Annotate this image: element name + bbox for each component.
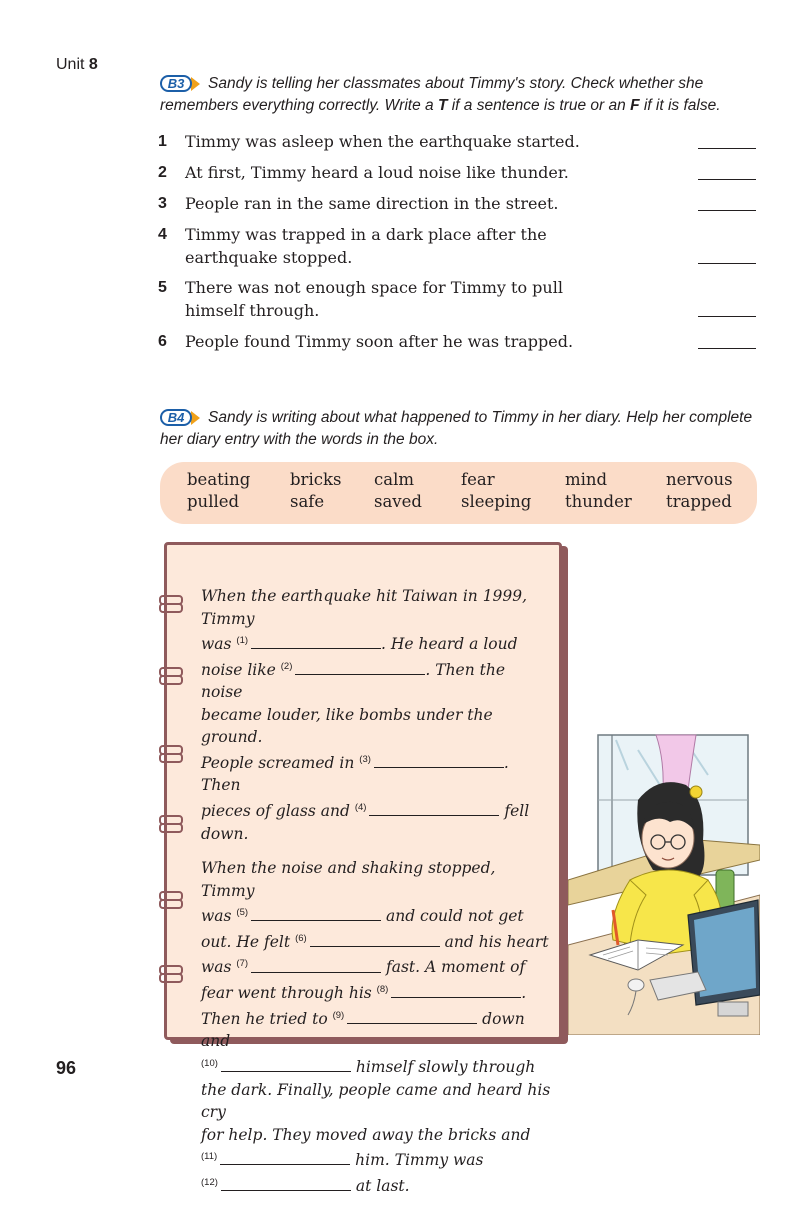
diary-blank-2[interactable] — [295, 660, 425, 675]
diary-blank-10[interactable] — [221, 1057, 351, 1072]
diary-line: fell — [504, 802, 530, 821]
word-option: sleeping — [461, 492, 532, 511]
question-number: 1 — [158, 133, 167, 150]
diary-line: out. He felt — [201, 932, 291, 951]
question-number: 6 — [158, 333, 167, 350]
diary-line: . — [521, 984, 527, 1003]
diary-line: himself slowly through — [355, 1058, 536, 1077]
answer-blank[interactable] — [698, 316, 756, 317]
diary-entry — [201, 585, 551, 1209]
question-text: People ran in the same direction in the street. — [185, 194, 559, 213]
binder-ring-icon — [159, 973, 183, 983]
blank-number: (2) — [280, 660, 293, 672]
diary-notebook — [164, 542, 562, 1195]
b4-instruction-text: Sandy is writing about what happened to Timmy in her diary. Help her complete her diary entry with the words in the box. — [160, 409, 753, 448]
diary-blank-3[interactable] — [374, 753, 504, 768]
b3-instruction-f: F — [630, 97, 640, 114]
blank-number: (5) — [236, 907, 249, 919]
question-text-line2: himself through. — [185, 301, 320, 320]
blank-number: (1) — [236, 635, 249, 646]
question-number: 4 — [158, 226, 167, 243]
blank-number: (4) — [354, 801, 367, 813]
answer-blank[interactable] — [698, 210, 756, 211]
question-text: Timmy was asleep when the earthquake started. — [185, 132, 580, 151]
word-box — [160, 462, 757, 524]
blank-number: (3) — [359, 753, 371, 765]
diary-line: and could not get — [385, 907, 524, 926]
answer-blank[interactable] — [698, 348, 756, 349]
question-text: People found Timmy soon after he was trapped. — [185, 332, 574, 351]
diary-paragraph-1 — [201, 585, 551, 845]
b3-arrow-icon — [191, 77, 200, 91]
word-option: safe — [290, 492, 325, 511]
word-option: fear — [461, 470, 495, 489]
question-number: 3 — [158, 195, 167, 212]
diary-blank-6[interactable] — [310, 932, 440, 947]
diary-line: People screamed in — [201, 753, 355, 772]
diary-line: and his heart — [444, 932, 549, 951]
answer-blank[interactable] — [698, 179, 756, 180]
blank-number: (8) — [376, 984, 389, 996]
diary-line: was — [201, 958, 232, 977]
diary-line: him. Timmy was — [355, 1151, 484, 1170]
b3-badge: B3 — [160, 75, 192, 92]
diary-line: fear went through his — [201, 984, 372, 1003]
diary-blank-9[interactable] — [347, 1009, 477, 1024]
question-number: 5 — [158, 279, 167, 296]
unit-number: 8 — [88, 56, 98, 73]
b4-badge: B4 — [160, 409, 192, 426]
diary-blank-11[interactable] — [220, 1150, 350, 1165]
diary-line: pieces of glass and — [201, 802, 350, 821]
diary-line: . Then — [201, 753, 509, 795]
girl-writing-diary-icon — [568, 730, 760, 1035]
blank-number: (6) — [295, 932, 307, 944]
diary-paragraph-2 — [201, 857, 551, 1197]
diary-line: . He heard a loud — [381, 635, 518, 654]
blank-number: (11) — [201, 1151, 218, 1163]
word-option: calm — [374, 470, 415, 489]
diary-blank-4[interactable] — [369, 801, 499, 816]
question-text-line2: earthquake stopped. — [185, 248, 353, 267]
page-number: 96 — [56, 1058, 77, 1078]
diary-line: at last. — [355, 1176, 410, 1195]
question-number: 2 — [158, 164, 167, 181]
word-option: beating — [187, 470, 251, 489]
word-option: nervous — [666, 470, 733, 489]
binder-ring-icon — [159, 899, 183, 909]
diary-line: . Then the noise — [201, 660, 506, 702]
diary-line: was — [201, 635, 232, 654]
diary-line: noise like — [201, 660, 276, 679]
diary-blank-5[interactable] — [251, 906, 381, 921]
unit-word: Unit — [56, 56, 85, 73]
diary-line: for help. They moved away the bricks and — [201, 1125, 531, 1144]
diary-line: When the earthquake hit Taiwan in 1999, Timmy — [201, 587, 528, 628]
b4-instruction — [160, 407, 760, 451]
b4-arrow-icon — [191, 411, 200, 425]
blank-number: (9) — [332, 1009, 345, 1021]
diary-blank-7[interactable] — [251, 958, 381, 973]
b3-instruction-text-2: if a sentence is true or an — [447, 97, 631, 114]
diary-line: When the noise and shaking stopped, Timmy — [201, 859, 496, 900]
binder-ring-icon — [159, 675, 183, 685]
blank-number: (12) — [201, 1176, 218, 1188]
word-option: trapped — [666, 492, 732, 511]
question-text: There was not enough space for Timmy to pull — [185, 278, 563, 297]
diary-blank-8[interactable] — [391, 983, 521, 998]
diary-line: became louder, like bombs under the ground. — [201, 705, 493, 747]
b3-instruction-t: T — [437, 97, 448, 114]
binder-ring-icon — [159, 603, 183, 613]
answer-blank[interactable] — [698, 263, 756, 264]
diary-line: was — [201, 907, 232, 926]
b3-instruction — [160, 73, 760, 117]
unit-label — [56, 56, 98, 74]
diary-blank-1[interactable] — [251, 634, 381, 649]
word-option: pulled — [187, 492, 240, 511]
word-option: mind — [565, 470, 608, 489]
binder-ring-icon — [159, 823, 183, 833]
word-option: saved — [374, 492, 422, 511]
blank-number: (7) — [236, 958, 249, 970]
question-text: At first, Timmy heard a loud noise like thunder. — [185, 163, 569, 182]
binder-ring-icon — [159, 753, 183, 763]
b3-instruction-text-1: Sandy is telling her classmates about Timmy's story. Check whether she remembers everything correctly. Write a — [160, 75, 704, 114]
diary-line: down. — [201, 824, 249, 843]
diary-line: Then he tried to — [201, 1009, 328, 1028]
blank-number: (10) — [201, 1057, 218, 1069]
b3-instruction-text-3: if it is false. — [639, 97, 721, 114]
diary-blank-12[interactable] — [221, 1176, 351, 1191]
diary-line: fast. A moment of — [385, 958, 526, 977]
diary-line: down and — [201, 1009, 525, 1051]
answer-blank[interactable] — [698, 148, 756, 149]
question-text: Timmy was trapped in a dark place after the — [185, 225, 547, 244]
word-option: bricks — [290, 470, 342, 489]
word-option: thunder — [565, 492, 632, 511]
diary-line: the dark. Finally, people came and heard his cry — [201, 1080, 551, 1122]
